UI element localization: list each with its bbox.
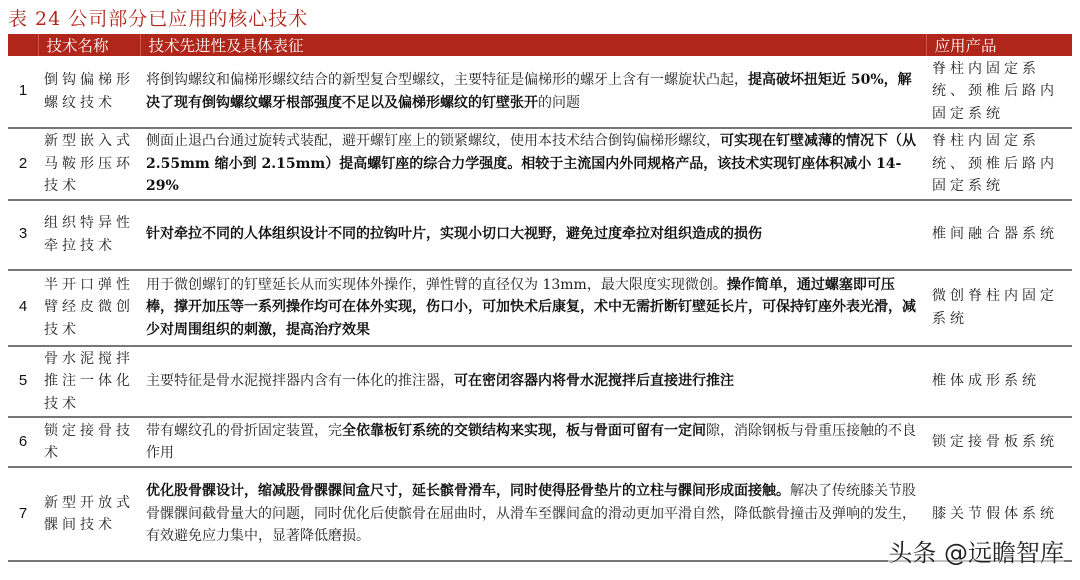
header-num	[8, 34, 38, 56]
table-row	[8, 56, 1072, 128]
table-row	[8, 128, 1072, 200]
row-number: 3	[8, 200, 38, 270]
desc-text: 带有螺纹孔的骨折固定装置，完	[146, 422, 342, 439]
desc-text: 解决了传统膝关节股骨髁髁间截骨量大的问题，同时优化后使髌骨在屈曲时，从滑车至髁间盒的滑动更加平滑自然，降低髌骨撞击及弹响的发生，有效避免应力集中，显著降低磨损。	[146, 483, 916, 545]
application-product: 膝关节假体系统	[926, 467, 1072, 561]
desc-bold-text: 全依靠板钉系统的交锁结构来实现，板与骨面可留有一定间	[342, 422, 706, 439]
tech-description	[140, 467, 926, 561]
application-product: 脊柱内固定系统、颈椎后路内固定系统	[926, 56, 1072, 128]
application-product: 椎间融合器系统	[926, 200, 1072, 270]
table-row	[8, 200, 1072, 270]
table-row	[8, 346, 1072, 418]
desc-text: 用于微创螺钉的钉壁延长从而实现体外操作，弹性臂的直径仅为 13mm，最大限度实现微创。	[146, 276, 727, 293]
row-number: 1	[8, 56, 38, 128]
desc-bold-text: 操作简单，通过螺塞即可压棒，撑开加压等一系列操作均可在体外实现，伤口小，可加快术后康复，术中无需折断钉壁延长片，可保持钉座外表光滑，减少对周围组织的刺激，提高治疗效果	[146, 276, 916, 338]
desc-text: 侧面止退凸台通过旋转式装配，避开螺钉座上的锁紧螺纹，使用本技术结合倒钩偏梯形螺纹，	[146, 133, 720, 149]
header-tech-name: 技术名称	[38, 34, 140, 56]
row-number: 4	[8, 270, 38, 346]
desc-bold-text: 提高破坏扭矩近 50%，解决了现有倒钩螺纹螺牙根部强度不足以及偏梯形螺纹的钉壁张开	[146, 72, 912, 111]
table-row	[8, 417, 1072, 467]
desc-text: 主要特征是骨水泥搅拌器内含有一体化的推注器，	[146, 373, 454, 389]
desc-bold-text: 优化股骨髁设计，缩减股骨髁髁间盒尺寸，延长髌骨滑车，同时使得胫骨垫片的立柱与髁间形成面接触。	[146, 483, 790, 500]
row-number: 2	[8, 128, 38, 200]
row-number: 5	[8, 346, 38, 418]
tech-name: 组织特异性牵拉技术	[38, 200, 140, 270]
application-product: 椎体成形系统	[926, 346, 1072, 418]
application-product: 脊柱内固定系统、颈椎后路内固定系统	[926, 128, 1072, 200]
table-row	[8, 270, 1072, 346]
tech-name: 新型开放式髁间技术	[38, 467, 140, 561]
tech-name: 新型嵌入式马鞍形压环技术	[38, 128, 140, 200]
watermark: 头条 @远瞻智库	[888, 533, 1064, 568]
tech-description	[140, 200, 926, 270]
header-tech-desc: 技术先进性及具体表征	[140, 34, 926, 56]
tech-name: 骨水泥搅拌推注一体化技术	[38, 346, 140, 418]
header-product: 应用产品	[926, 34, 1072, 56]
tech-description	[140, 56, 926, 128]
application-product: 微创脊柱内固定系统	[926, 270, 1072, 346]
tech-description	[140, 417, 926, 467]
core-technology-table	[8, 34, 1072, 562]
desc-text: 的问题	[538, 94, 580, 111]
tech-description	[140, 270, 926, 346]
tech-description	[140, 128, 926, 200]
desc-text: 将倒钩螺纹和偏梯形螺纹结合的新型复合型螺纹，主要特征是偏梯形的螺牙上含有一螺旋状凸起，	[146, 72, 748, 88]
table-title: 表 24 公司部分已应用的核心技术	[8, 8, 309, 30]
desc-bold-text: 可实现在钉壁减薄的情况下（从 2.55mm 缩小到 2.15mm）提高螺钉座的综合力学强度。相较于主流国内外同规格产品，该技术实现钉座体积减小 14-29%	[146, 133, 916, 194]
row-number: 7	[8, 467, 38, 561]
tech-name: 倒钩偏梯形螺纹技术	[38, 56, 140, 128]
desc-bold-text: 可在密闭容器内将骨水泥搅拌后直接进行推注	[454, 373, 734, 389]
desc-bold-text: 针对牵拉不同的人体组织设计不同的拉钩叶片，实现小切口大视野，避免过度牵拉对组织造成的损伤	[146, 226, 762, 243]
tech-name: 锁定接骨技术	[38, 417, 140, 467]
tech-description	[140, 346, 926, 418]
application-product: 锁定接骨板系统	[926, 417, 1072, 467]
desc-text: 隙，消除钢板与骨重压接触的不良作用	[146, 422, 916, 461]
table-header-row	[8, 34, 1072, 56]
row-number: 6	[8, 417, 38, 467]
tech-name: 半开口弹性臂经皮微创技术	[38, 270, 140, 346]
